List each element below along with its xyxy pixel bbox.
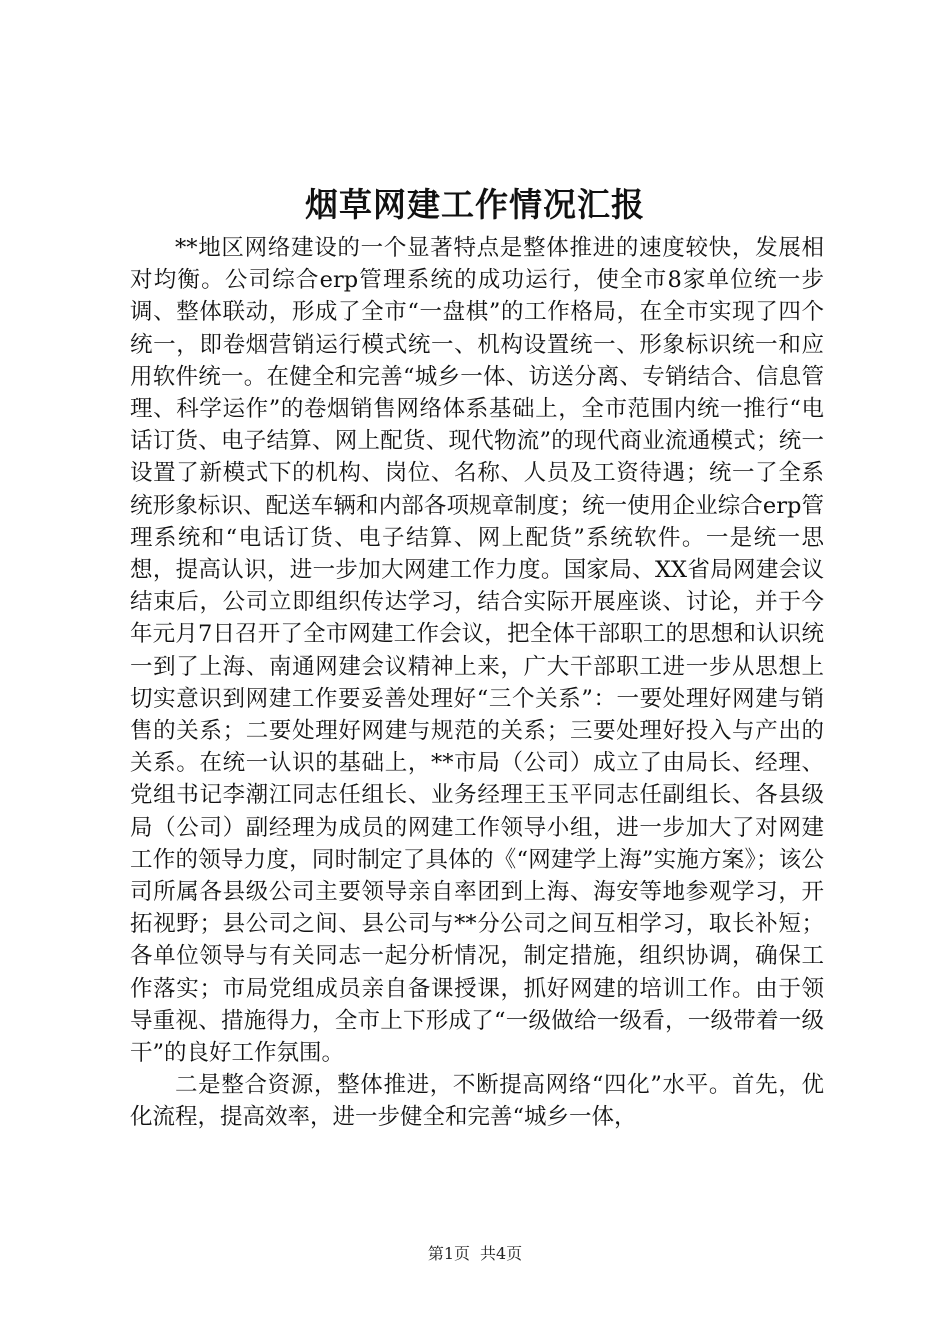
paragraph-1: **地区网络建设的一个显著特点是整体推进的速度较快，发展相对均衡。公司综合erp管理系统的成功运行，使全市8家单位统一步调、整体联动，形成了全市“一盘棋”的工作格局，在全市实现了四个统一，即卷烟营销运行模式统一、机构设置统一、形象标识统一和应用软件统一。在健全和完善“城乡一体、访送分离、专销结合、信息管理、科学运作”的卷烟销售网络体系基础上，全市范围内统一推行“电话订货、电子结算、网上配货、现代物流”的现代商业流通模式；统一设置了新模式下的机构、岗位、名称、人员及工资待遇；统一了全系统形象标识、配送车辆和内部各项规章制度；统一使用企业综合erp管理系统和“电话订货、电子结算、网上配货”系统软件。一是统一思想，提高认识，进一步加大网建工作力度。国家局、XX省局网建会议结束后，公司立即组织传达学习，结合实际开展座谈、讨论，并于今年元月7日召开了全市网建工作会议，把全体干部职工的思想和认识统一到了上海、南通网建会议精神上来，广大干部职工进一步从思想上切实意识到网建工作要妥善处理好“三个关系”：一要处理好网建与销售的关系；二要处理好网建与规范的关系；三要处理好投入与产出的关系。在统一认识的基础上，**市局（公司）成立了由局长、经理、党组书记李潮江同志任组长、业务经理王玉平同志任副组长、各县级局（公司）副经理为成员的网建工作领导小组，进一步加大了对网建工作的领导力度，同时制定了具体的《“网建学上海”实施方案》；该公司所属各县级公司主要领导亲自率团到上海、海安等地参观学习，开拓视野；县公司之间、县公司与**分公司之间互相学习，取长补短；各单位领导与有关同志一起分析情况，制定措施，组织协调，确保工作落实；市局党组成员亲自备课授课，抓好网建的培训工作。由于领导重视、措施得力，全市上下形成了“一级做给一级看，一级带着一级干”的良好工作氛围。 [130,235,824,1067]
page-number: 第1页 [427,1244,470,1263]
document-title: 烟草网建工作情况汇报 [305,185,645,224]
page-footer [0,1242,950,1266]
page-total: 共4页 [480,1244,523,1263]
document-body [130,232,824,1134]
paragraph-2: 二是整合资源，整体推进，不断提高网络“四化”水平。首先，优化流程，提高效率，进一步健全和完善“城乡一体， [130,1072,824,1131]
